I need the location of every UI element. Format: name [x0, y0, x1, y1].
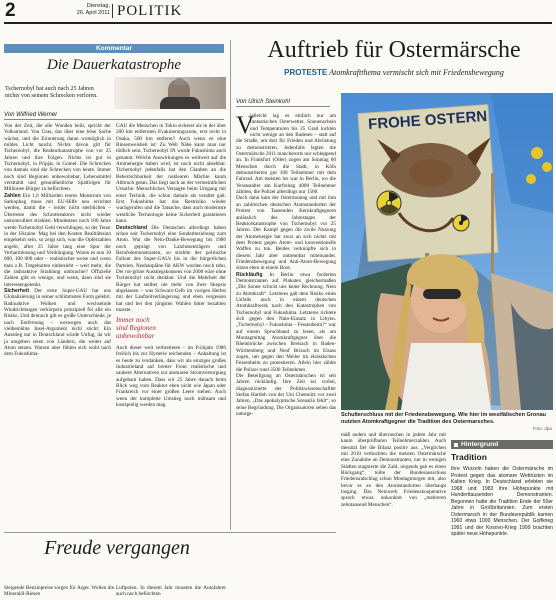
main-ruecklaeufig-lead: Rückläufig	[236, 271, 263, 278]
main-dropcap: V	[236, 112, 255, 139]
commentary-col1-p3: Der erste Super-GAU hat uns Globalisierung in seiner schlimmsten Form gelehrt. Radioaktive Wolken und wechselnde Windrichtungen verkörpern prinzipiell für alle ein Risiko. Und dennoch gilt es große Unterschiede, je nach Entfernung – weswegen auch das vielbemühte Insel-Argument nicht sticht: Ein Ausstieg nur in Deutschland würde Unfug, da wir ja umgeben seien von Ländern, die weiter auf Atom setzen. Warum aber fühlen sich wohl nach dem Fukushima-	[4, 287, 111, 358]
commentary-col1	[4, 123, 111, 598]
sidebar-label: Hintergrund	[461, 441, 499, 448]
protest-photo	[341, 93, 553, 410]
sidebar-title: Tradition	[451, 452, 487, 462]
sign-text: FROHE OSTERN	[367, 107, 488, 134]
commentary-lead: Tschernobyl hat auch nach 25 Jahren nichts von seinem Schrecken verloren.	[5, 86, 98, 100]
commentary-col2-p3: Auch dieser weit verbreiteten – im Frühjahr 1986 freilich bis zur Hysterie reichenden – Anhaltung ist es heute zu verdanken, dass wir als einziges großes Industrieland auf breiter Front realistische und saubere Alternativen zur atomaren Stromversorgung aufgebaut haben. Dass wir 25 Jahre danach beim Blick weg vom Reaktor eben nicht wie Japan oder Frankreich vor einer großen Leere stehen. Auch wenn der komplette Umstieg noch mühsam und kostspielig werden mag.	[116, 345, 226, 409]
commentary-author-photo	[114, 77, 226, 109]
commentary-zahlen-lead: Zahlen	[4, 192, 21, 199]
photo-caption: Schulterschluss mit der Friedensbewegung. Wie hier im westfälischen Gronau nutzten Atomkraftgegner die Tradition des Ostermarsches.	[341, 412, 547, 425]
sidebar-text: Ihre Wurzeln haben die Ostermärsche im Protest gegen das atomare Wettrüsten im Kalten Krieg. In Deutschland erlebten sie 1968 und 1983 ihre Höhepunkte mit Hunderttausenden Demonstranten. Begonnen hatte die Tradition Ende der 50er Jahre in Großbritannien. Zum ersten Ostermarsch in der Bundesrepublik kamen 1960 etwa 1000 Menschen. Der Golfkrieg 1991 und der Kosovo-Krieg 1999 brachten später neue Höhepunkte.	[451, 466, 553, 537]
main-col2	[341, 432, 446, 598]
bottom-headline: Freude vergangen	[44, 537, 190, 559]
commentary-byline: Von Wilfried Werner	[4, 112, 224, 120]
main-subhead-line	[236, 68, 552, 78]
commentary-col2-bottom	[116, 345, 226, 530]
commentary-pullquote: Immer noch sind Regionen unbewohnbar	[116, 316, 156, 341]
main-col1	[236, 113, 336, 598]
commentary-title: Die Dauerkatastrophe	[46, 57, 181, 73]
main-col1-text: ielleicht lag es einfach nur am fantastischen Osterwetter. Sonnenschein und Temperaturen bis 25 Grad lockten nicht wenige an den Badesee – statt auf die Straße, um dort für Frieden und Abrüstung zu demonstrieren. Jedenfalls legten die Ostermärsche 2011 mancherorts nur schleppend an. In Frankfurt (Oder) zogen am Sonntag 60 Menschen durch die Stadt, in Köln demonstrierten gut 100 Teilnehmer mit dem Fahrrad. Am meisten los war in Berlin, wo die Veranstalter am Karfreitag 4000 Teilnehmer zählten, die Polizei allerdings nur 1500. Doch dann kam der Ostermontag und mit ihm an zahlreichen deutschen Atomstandorten der Protest von Tausenden Kernkraftgegnern anlässlich des Jahrestages der Reaktorkatastrophe von Tschernobyl vor 25 Jahren. Der Kampf gegen die zivile Nutzung der Atomenergie hat zwar an sich nichts mit dem Protest gegen Atom- und konventionelle Waffen zu tun. Beides verknüpfte sich in diesem Jahr aber untrennbar miteinander. Friedensbewegung und Anti-Atom-Bewegung sitzen eben in einem Boot.	[236, 113, 336, 272]
protest-photo-graphic	[341, 93, 553, 410]
issue-weekday: Dienstag,	[86, 3, 110, 9]
main-kicker: PROTESTE	[284, 68, 328, 77]
commentary-deutschland-lead: Deutschland	[116, 224, 148, 231]
commentary-col1-p1: Von der Zeit, die alle Wunden heilt, spricht der Volksmund. Von Gras, das über eine böse Sache wächst, und die Erinnerung daran womöglich in mildes Licht taucht. Nichts davon gilt für Tschernobyl, die Reaktorkatastrophe von vor 25 Jahren und ihre Folgen. Nichts ist gut in Tschernobyl, in Pripjat, in Gomel. Die Schrecken von damals sind die Schrecken von heute. Immer noch sind Regionen unbewohnbar, Lebensmittel verstrahlt und gesundheitliche Spätfolgen für Millionen Bürger zu befürchten.	[4, 123, 111, 193]
bottom-col2: Luftpolen. In diesem Jahr mussten die Autofahrer auch noch befürchten	[116, 585, 226, 598]
photo-credit: Foto: dpa	[532, 426, 552, 431]
page-number: 2	[5, 0, 16, 21]
sidebar-marker-icon	[454, 443, 458, 447]
main-subhead: Atomkraftthema vermischt sich mit Friedensbewegung	[329, 68, 504, 77]
commentary-kicker: Kommentar	[4, 44, 224, 53]
commentary-col1-p2: Ein 1,6 Milliarden teures Monstrum von Sarkophag muss mit EU-Hilfe neu errichtet werden, damit die – leider nicht sterblichen – Überreste des Schrottreaktors nicht wieder unkontrolliert strahlen. Mindestens noch 100 Jahre werde Tschernobyl Geld verschlingen, so der Tenor in der Ukraine. Mag bei den Kosten Realitätssinn eingekehrt sein, so zeigt sich, was die Opferzahlen angeht, after 25 Jahre lang eine Spur der Verharmlosung und Verdrängung. Waren es nun 10 000, 100 000 oder – realistischer weise und wenn man z.B. Totgeburten einbezieht – weit mehr, die die radioaktive Strahlung umbrachte? Offizielle Zahlen gibt es wenige, und wenn, dann sind sie interessengelenkt.	[4, 192, 111, 288]
commentary-col2-p1: GAU die Menschen in Tokio sicherer als in der über 200 km entfernten Evakuierungszone, erst recht in Osaka, 500 km entfernt? Auch wenn es eine Binsenweisheit ist: Zu Welt Nähe kann man nur tödlich sein. Tschernobyl IN wurde Fukushima auch genannt. Welche Auswirkungen es weltweit auf die Atomenergie haben wird, ist noch nicht absehbar. Tschernobyl jedenfalls hat den Glauben an die Beherrschbarkeit der nuklearen Mächte kaum Abbruch getan. Das liegt auch an der vermeintlichen Ursache: Menschliches Versagen beim Umgang mit einer Technik, die schon damals als veraltet galt. Erst Fukushima hat das Restrisiko wieder wachgerufen und die Tatsache, dass auch modernste westliche Technologie keine Sicherheit garantieren kann.	[116, 123, 226, 225]
main-col2-text: mäß anders und überraschen in jedem Jahr mit kaum überprüfbaren Teilnehmerzahlen. Auch diesmal fiel die Bilanz positiv aus. „Verglichen mit 2010 verbuchten die meisten Ostermärsche eine Zunahme an Demonstranten, nur in wenigen Städten stagnierte die Zahl, nirgends gab es einen Rückgang“, teilte der Bundesausschuss Friedensratschlag schon Montagmorgen mit, also bevor es an den Atomstandorten überhaupt losging. Das Netzwerk Friedenskooperative sprach etwas unkonkret von „mehreren zehntausend Menschen“.	[341, 432, 446, 508]
main-headline: Auftrieb für Ostermärsche	[267, 37, 521, 63]
main-byline: Von Ulrich Steinkohl	[236, 99, 330, 107]
bottom-col1: Steigende Benzinpreise sorgen für Ärger. Wollen die Mineralöl-Riesen	[4, 585, 114, 598]
commentary-sicherheit-lead: Sicherheit	[4, 287, 30, 294]
commentary-col2-p2a: Die Deutschen allerdings haben schon seit Tschernobyl eine Sonderbeziehung zum Atom. War die Nein-Danke-Bewegung bis 1986 noch geprägt von Latzhosenträgern und Berufsdemonstranten, so strahlte der politische Fallout des Super-GAUs bis in die bürgerlichen Parteien. Neubaupläne für AKW wurden rasch tabu. Der rot-grüne Ausstiegskonsens von 2000 wäre ohne Tschernobyl nicht denkbar. Und die Mehrheit der Bürger hat seither nie mehr von ihrer Skepsis abgelassen – was Schwarz-Gelb im vorigen Herbst mit der Laufzeitverlängerung und eben vergessen hat und bei den jüngsten Wahlen bitter bezahlen musste.	[116, 224, 226, 313]
section-title: POLITIK	[117, 3, 183, 19]
main-col1b-text: In Berlin etwa forderten Demonstranten auf Plakaten gleichermaßen „Die Sonne schickt uns keine Rechnung. Nein zu Atomkraft“. Letzteres galt dem Risiko eines Unfalls auch in einem deutschen Atomkraftwerk nach den Katastrophen von Tschernobyl und Fukushima. Letzteres richtete sich gegen den Nato-Einsatz in Libyen. „Tschernobyl – Fukushima – Fessenheim?“ war auf einem Spruchband zu lesen, als am Montagmittag Atomkraftgegner über die Rheinbrücke zwischen Breisach in Baden-Württemberg und Neuf Brisach im Elsass zogen, um gegen den Meiler im elsässischen Fessenheim zu protestieren. Allein hier zählte die Polizei rund 3500 Teilnehmer. Die Beteiligung an Ostermärschen ist seit Jahren rückläufig. Ihre Zeit sei vorbei, diagnostizierte der Politikwissenschaftler Stefan Hartleb von der Uni Chemnitz vor zwei Jahren. „Das apokalyptische Szenario fehlt“, so seine Begründung. Die Organisatoren sehen das naturge-	[236, 271, 336, 418]
commentary-col2-top	[116, 123, 226, 322]
sidebar-label-bar	[451, 440, 553, 449]
issue-date: 26. April 2011	[76, 10, 110, 16]
